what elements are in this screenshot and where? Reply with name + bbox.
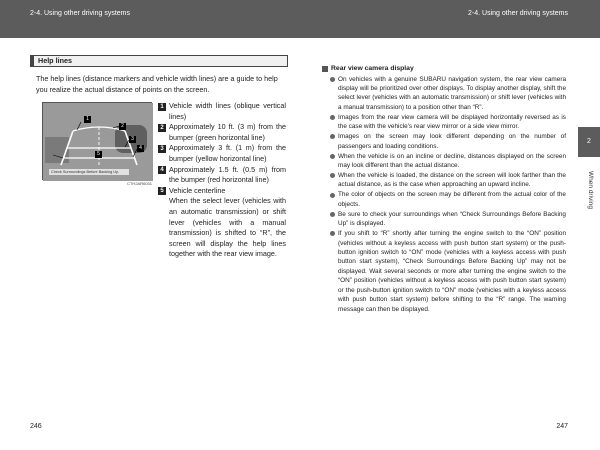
item-number: 5 [158,187,166,195]
rear-view-camera-figure [42,102,152,180]
subsection-title [322,64,566,74]
left-page-content [30,55,288,95]
figure-caption: Check Surroundings Before Backing Up. [49,169,129,175]
bullet-item [322,229,566,314]
bullet-dot-icon [330,193,335,198]
square-bullet-icon [322,66,328,72]
item-text: Approximately 3 ft. (1 m) from the bumper (yellow horizontal line) [169,143,286,163]
bullet-item [322,113,566,132]
bullet-item [322,190,566,209]
bullet-text: If you shift to “R” shortly after turning the engine switch to the “ON” position (vehicles without a keyless access with push button start system) or the push-button ignition switch to “ON” mode (vehicles with a keyless access with push button start system), “Check Surroundings Before Backing Up” may not be displayed. Wait several seconds or more after turning the engine switch to the “ON” position (vehicles without a keyless access with push button start system) or the push-button ignition switch to “ON” mode (vehicles with a keyless access with push button start system) before shifting to the “R” range. The warning message can then be displayed. [338,230,566,313]
callout-5: 5 [95,151,102,158]
item-number: 2 [158,124,166,132]
item-text: Vehicle centerline [169,185,226,195]
help-lines-list [158,101,286,260]
bullet-text: On vehicles with a genuine SUBARU navigation system, the rear view camera display will be prioritized over other displays. To display another display, shift the select lever (vehicles with an automatic transmission) or shift lever (vehicles with a manual transmission) to a position other than “R”. [338,75,566,111]
bullet-text: When the vehicle is loaded, the distance on the screen will look farther than the actual distance, as is the case when approaching an upward incline. [338,172,566,189]
chapter-tab[interactable]: 2 [578,127,600,157]
header-right-title: 2-4. Using other driving systems [468,10,568,17]
callout-2: 2 [119,123,126,130]
subsection-title-text: Rear view camera display [331,65,414,72]
right-page-content [322,64,566,314]
bullet-dot-icon [330,173,335,178]
bullet-text: When the vehicle is on an incline or decline, distances displayed on the screen may look different than the actual distance. [338,152,566,170]
bullet-dot-icon [330,231,335,236]
chapter-tab-label: When driving [587,171,594,209]
bullet-dot-icon [330,134,335,139]
bullet-dot-icon [330,77,335,82]
callout-3: 3 [129,136,136,143]
list-item [158,101,286,122]
item-number: 4 [158,166,166,174]
item-text: Vehicle width lines (oblique vertical lines) [169,101,286,121]
page-header [0,0,600,38]
page-number-right: 247 [556,423,568,430]
item-text: Approximately 1.5 ft. (0.5 m) from the bumper (red horizontal line) [169,164,286,185]
list-item [158,122,286,143]
intro-paragraph: The help lines (distance markers and vehicle width lines) are a guide to help you realize the actual distance of points on the screen. [36,74,278,94]
callout-1: 1 [84,116,91,123]
list-item [158,165,286,186]
bullet-text: The color of objects on the screen may be different from the actual color of the objects. [338,191,566,208]
bullet-text: Images from the rear view camera will be displayed horizontally reversed as is the case with the vehicle’s rear view mirror or a side view mirror. [338,113,566,131]
item-text: Approximately 10 ft. (3 m) from the bumper (green horizontal line) [169,122,286,142]
shift-note: When the select lever (vehicles with an automatic transmission) or shift lever (vehicles with a manual transmission) is shifted to “R”, the screen will display the help lines together with the rear view image. [169,196,286,259]
item-number: 1 [158,103,166,111]
bullet-text: Images on the screen may look different depending on the number of passengers and loading conditions. [338,133,566,150]
bullet-dot-icon [330,115,335,120]
bullet-dot-icon [330,212,335,217]
bullet-item [322,152,566,171]
page-number-left: 246 [30,423,42,430]
section-title: Help lines [30,55,288,67]
callout-4: 4 [137,145,144,152]
bullet-item [322,132,566,151]
bullet-item [322,210,566,229]
bullet-dot-icon [330,154,335,159]
bullet-item [322,171,566,190]
figure-id: CTH2AR6031 [127,181,152,186]
header-left-title: 2-4. Using other driving systems [30,10,130,17]
list-item [158,186,286,197]
bullet-text: Be sure to check your surroundings when “Check Surroundings Before Backing Up” is displayed. [338,210,566,228]
bullet-item [322,75,566,113]
list-item [158,143,286,164]
item-number: 3 [158,145,166,153]
